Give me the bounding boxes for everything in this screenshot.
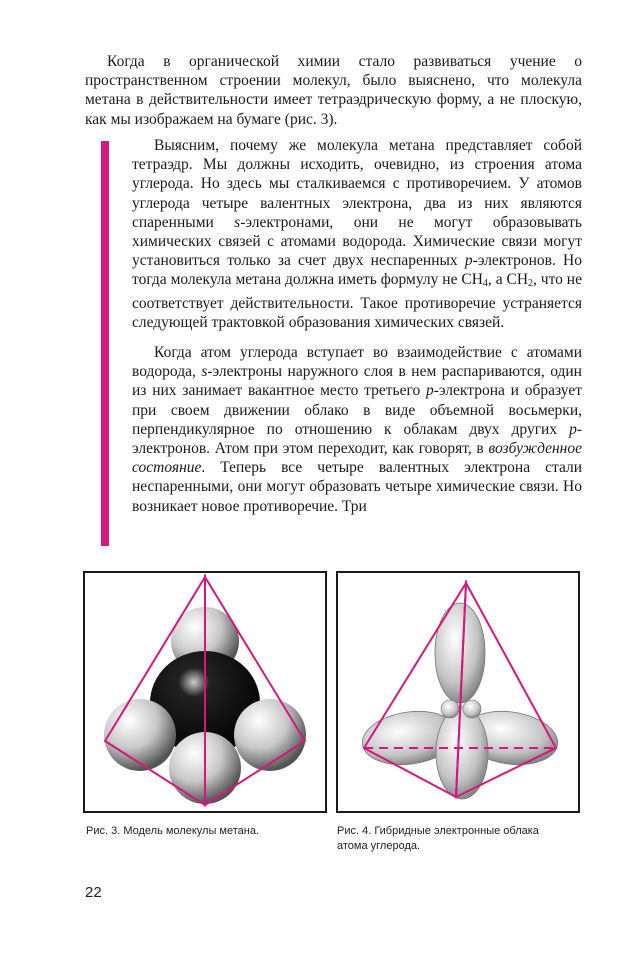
figure-methane-model [83,571,327,813]
page-number: 22 [85,884,102,901]
paragraph-explanation: Выясним, почему же молекула метана представляет собой тетраэдр. Мы должны исходить, очевидно, из строения атома углерода. Но здесь мы сталкиваемся с противоречием. У атомов углерода четыре валентных электрона, два из них являются спаренными s-электронами, они не могут образовывать химических связей с атомами водорода. Химические связи могут установиться только за счет двух неспаренных p-электронов. Но тогда молекула метана должна иметь формулу не $CH_4$, а $CH_2$, что не соответствует действительности. Такое противоречие устраняется следующей трактовкой образования химических связей. [132,137,582,331]
hybrid-orbitals-illustration [338,573,578,811]
methane-model-illustration [85,573,325,811]
figure-4-caption: Рис. 4. Гибридные электронные облака атома углерода. [337,825,539,852]
paragraph-intro: Когда в органической химии стало развиваться учение о пространственном строении молекул, было выяснено, что молекула метана в действительности имеет тетраэдрическую форму, а не плоскую, как мы изображаем на бумаге (рис. 3). [85,53,582,128]
figure-3-caption: Рис. 3. Модель молекулы метана. [86,825,260,837]
sidebar-accent-bar [101,141,109,546]
term-excited-state: возбужденное состояние [132,440,582,477]
figure-hybrid-orbitals [336,571,580,813]
paragraph-excited-state: Когда атом углерода вступает во взаимодействие с атомами водорода, s-электроны наружного слоя в нем распариваются, один из них занимает вакантное место третьего p-электрона и образует при своем движении облако в виде объемной восьмерки, перпендикулярное по отношению к облакам двух других p-электронов. Атом при этом переходит, как говорят, в возбужденное состояние. Теперь все четыре валентных электрона стали неспаренными, они могут образовать четыре химические связи. Но возникает новое противоречие. Три [132,344,583,515]
